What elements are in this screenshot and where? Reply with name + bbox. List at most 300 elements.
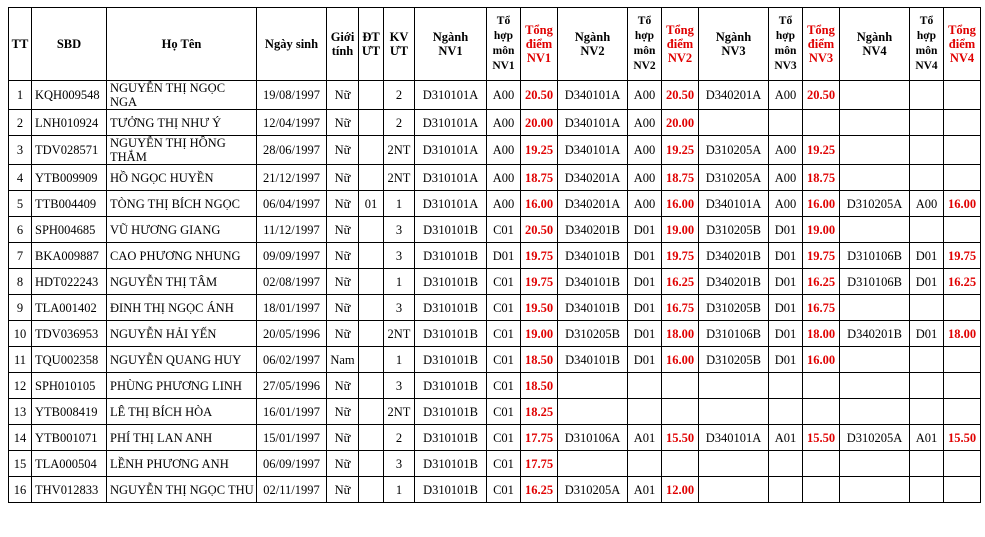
cell-to-hop-nv2 — [628, 373, 662, 399]
cell-tong-diem-nv4 — [944, 295, 981, 321]
cell-ho-ten: NGUYỄN QUANG HUY — [107, 347, 257, 373]
cell-tong-diem-nv3: 16.75 — [803, 295, 840, 321]
cell-ngay-sinh: 12/04/1997 — [257, 110, 327, 136]
cell-tong-diem-nv4: 19.75 — [944, 243, 981, 269]
cell-sbd: YTB001071 — [32, 425, 107, 451]
cell-nganh-nv1: D310101B — [415, 295, 487, 321]
cell-sbd: TDV036953 — [32, 321, 107, 347]
cell-dt-ut — [359, 451, 384, 477]
column-header-tong-diem-nv3 — [803, 8, 840, 81]
cell-tt: 12 — [9, 373, 32, 399]
cell-ngay-sinh: 06/02/1997 — [257, 347, 327, 373]
table-row — [9, 81, 981, 110]
cell-tong-diem-nv2: 16.00 — [662, 347, 699, 373]
cell-to-hop-nv4 — [910, 136, 944, 165]
cell-nganh-nv1: D310101A — [415, 110, 487, 136]
cell-tt: 10 — [9, 321, 32, 347]
cell-to-hop-nv4: D01 — [910, 269, 944, 295]
column-header-line: SBD — [56, 37, 82, 51]
cell-nganh-nv3: D310205A — [699, 165, 769, 191]
cell-sbd: BKA009887 — [32, 243, 107, 269]
cell-tong-diem-nv3 — [803, 373, 840, 399]
cell-ngay-sinh: 09/09/1997 — [257, 243, 327, 269]
cell-tong-diem-nv4 — [944, 217, 981, 243]
column-header-line: Tổng — [807, 23, 835, 37]
cell-nganh-nv4 — [840, 165, 910, 191]
cell-tong-diem-nv4 — [944, 399, 981, 425]
cell-to-hop-nv2 — [628, 451, 662, 477]
column-header-sbd — [32, 8, 107, 81]
cell-dt-ut — [359, 217, 384, 243]
column-header-to-hop-nv3 — [769, 8, 803, 81]
cell-nganh-nv1: D310101A — [415, 165, 487, 191]
cell-ho-ten: CAO PHƯƠNG NHUNG — [107, 243, 257, 269]
cell-to-hop-nv4 — [910, 295, 944, 321]
cell-nganh-nv2: D340201B — [558, 217, 628, 243]
cell-to-hop-nv1: C01 — [487, 477, 521, 503]
column-header-line: hợp — [493, 30, 514, 42]
cell-nganh-nv3: D310205B — [699, 347, 769, 373]
cell-nganh-nv2: D340101B — [558, 243, 628, 269]
cell-tong-diem-nv3: 19.00 — [803, 217, 840, 243]
cell-tong-diem-nv1: 18.75 — [521, 165, 558, 191]
cell-to-hop-nv3 — [769, 110, 803, 136]
cell-kv-ut: 3 — [384, 217, 415, 243]
cell-to-hop-nv1: D01 — [487, 243, 521, 269]
cell-kv-ut: 1 — [384, 347, 415, 373]
cell-to-hop-nv3: D01 — [769, 321, 803, 347]
column-header-line: môn — [633, 45, 656, 57]
cell-tong-diem-nv2: 18.75 — [662, 165, 699, 191]
cell-nganh-nv4 — [840, 347, 910, 373]
cell-ngay-sinh: 21/12/1997 — [257, 165, 327, 191]
table-row — [9, 477, 981, 503]
cell-gioi-tinh: Nữ — [327, 321, 359, 347]
cell-tong-diem-nv4 — [944, 110, 981, 136]
cell-ho-ten: PHÍ THỊ LAN ANH — [107, 425, 257, 451]
column-header-to-hop-nv4 — [910, 8, 944, 81]
column-header-line: môn — [492, 45, 515, 57]
cell-tt: 6 — [9, 217, 32, 243]
cell-ngay-sinh: 20/05/1996 — [257, 321, 327, 347]
cell-tong-diem-nv1: 19.25 — [521, 136, 558, 165]
cell-nganh-nv3: D340201B — [699, 243, 769, 269]
cell-gioi-tinh: Nữ — [327, 373, 359, 399]
cell-kv-ut: 1 — [384, 269, 415, 295]
cell-sbd: TTB004409 — [32, 191, 107, 217]
cell-sbd: TDV028571 — [32, 136, 107, 165]
cell-nganh-nv1: D310101A — [415, 191, 487, 217]
cell-gioi-tinh: Nữ — [327, 136, 359, 165]
column-header-line: NV1 — [492, 60, 515, 72]
cell-tong-diem-nv2: 20.00 — [662, 110, 699, 136]
cell-kv-ut: 3 — [384, 243, 415, 269]
cell-kv-ut: 1 — [384, 191, 415, 217]
cell-tong-diem-nv2: 16.75 — [662, 295, 699, 321]
cell-to-hop-nv2: D01 — [628, 217, 662, 243]
cell-to-hop-nv3: D01 — [769, 243, 803, 269]
cell-ngay-sinh: 06/04/1997 — [257, 191, 327, 217]
cell-tong-diem-nv1: 20.50 — [521, 81, 558, 110]
cell-nganh-nv4 — [840, 477, 910, 503]
cell-tong-diem-nv3: 19.75 — [803, 243, 840, 269]
table-body — [9, 81, 981, 503]
column-header-kv-ut — [384, 8, 415, 81]
column-header-dt-ut — [359, 8, 384, 81]
cell-gioi-tinh: Nữ — [327, 110, 359, 136]
column-header-nganh-nv2 — [558, 8, 628, 81]
cell-sbd: YTB009909 — [32, 165, 107, 191]
cell-nganh-nv3: D310106B — [699, 321, 769, 347]
column-header-line: NV2 — [580, 44, 605, 58]
cell-to-hop-nv2: A00 — [628, 165, 662, 191]
cell-tong-diem-nv2: 19.75 — [662, 243, 699, 269]
cell-ho-ten: NGUYỄN THỊ HỒNG THẮM — [107, 136, 257, 165]
cell-dt-ut — [359, 243, 384, 269]
cell-tt: 14 — [9, 425, 32, 451]
cell-to-hop-nv4 — [910, 451, 944, 477]
table-header-row — [9, 8, 981, 81]
column-header-line: môn — [774, 45, 797, 57]
column-header-line: Ngành — [715, 30, 752, 44]
cell-to-hop-nv4 — [910, 373, 944, 399]
cell-ho-ten: PHÙNG PHƯƠNG LINH — [107, 373, 257, 399]
cell-sbd: LNH010924 — [32, 110, 107, 136]
cell-tong-diem-nv3 — [803, 477, 840, 503]
column-header-line: Giới — [330, 30, 355, 44]
cell-nganh-nv3 — [699, 477, 769, 503]
cell-tong-diem-nv2: 16.25 — [662, 269, 699, 295]
cell-sbd: TQU002358 — [32, 347, 107, 373]
cell-tong-diem-nv2: 15.50 — [662, 425, 699, 451]
table-row — [9, 191, 981, 217]
cell-nganh-nv1: D310101B — [415, 477, 487, 503]
cell-nganh-nv1: D310101B — [415, 347, 487, 373]
cell-tong-diem-nv4: 16.25 — [944, 269, 981, 295]
column-header-line: Tổng — [525, 23, 553, 37]
cell-to-hop-nv1: C01 — [487, 451, 521, 477]
cell-tong-diem-nv2: 20.50 — [662, 81, 699, 110]
cell-nganh-nv4 — [840, 295, 910, 321]
column-header-line: môn — [915, 45, 938, 57]
cell-tong-diem-nv1: 16.00 — [521, 191, 558, 217]
cell-to-hop-nv3: A00 — [769, 136, 803, 165]
column-header-line: ĐT — [362, 30, 380, 44]
cell-tong-diem-nv1: 19.00 — [521, 321, 558, 347]
cell-ho-ten: NGUYỄN THỊ TÂM — [107, 269, 257, 295]
column-header-line: NV2 — [633, 60, 656, 72]
cell-nganh-nv4 — [840, 373, 910, 399]
cell-nganh-nv2: D340101B — [558, 347, 628, 373]
cell-gioi-tinh: Nữ — [327, 399, 359, 425]
column-header-tong-diem-nv4 — [944, 8, 981, 81]
cell-tong-diem-nv3: 18.75 — [803, 165, 840, 191]
cell-to-hop-nv1: C01 — [487, 269, 521, 295]
cell-ho-ten: HỒ NGỌC HUYỀN — [107, 165, 257, 191]
column-header-line: NV1 — [438, 44, 463, 58]
cell-nganh-nv3: D340201A — [699, 81, 769, 110]
column-header-line: hợp — [775, 30, 796, 42]
cell-kv-ut: 2NT — [384, 136, 415, 165]
column-header-to-hop-nv2 — [628, 8, 662, 81]
cell-sbd: YTB008419 — [32, 399, 107, 425]
cell-sbd: HDT022243 — [32, 269, 107, 295]
table-row — [9, 321, 981, 347]
cell-nganh-nv2: D340101B — [558, 295, 628, 321]
cell-to-hop-nv4 — [910, 217, 944, 243]
cell-nganh-nv4: D340201B — [840, 321, 910, 347]
cell-nganh-nv3 — [699, 451, 769, 477]
cell-ngay-sinh: 19/08/1997 — [257, 81, 327, 110]
cell-kv-ut: 2NT — [384, 321, 415, 347]
cell-to-hop-nv1: A00 — [487, 110, 521, 136]
cell-tt: 13 — [9, 399, 32, 425]
column-header-line: điểm — [807, 37, 835, 51]
cell-to-hop-nv4 — [910, 347, 944, 373]
cell-ngay-sinh: 02/08/1997 — [257, 269, 327, 295]
cell-nganh-nv1: D310101B — [415, 425, 487, 451]
cell-to-hop-nv1: C01 — [487, 347, 521, 373]
column-header-nganh-nv3 — [699, 8, 769, 81]
cell-to-hop-nv4 — [910, 477, 944, 503]
cell-tong-diem-nv4: 15.50 — [944, 425, 981, 451]
cell-to-hop-nv2: A00 — [628, 191, 662, 217]
cell-tt: 3 — [9, 136, 32, 165]
cell-nganh-nv2: D340101A — [558, 136, 628, 165]
column-header-line: Ngành — [432, 30, 469, 44]
cell-to-hop-nv2: A01 — [628, 425, 662, 451]
cell-nganh-nv4 — [840, 217, 910, 243]
cell-sbd: TLA000504 — [32, 451, 107, 477]
cell-to-hop-nv1: C01 — [487, 321, 521, 347]
cell-to-hop-nv2: D01 — [628, 295, 662, 321]
cell-kv-ut: 3 — [384, 295, 415, 321]
cell-gioi-tinh: Nữ — [327, 191, 359, 217]
cell-ngay-sinh: 11/12/1997 — [257, 217, 327, 243]
cell-tong-diem-nv1: 20.00 — [521, 110, 558, 136]
cell-tong-diem-nv4 — [944, 451, 981, 477]
cell-nganh-nv2: D340101B — [558, 269, 628, 295]
cell-gioi-tinh: Nam — [327, 347, 359, 373]
cell-tong-diem-nv1: 16.25 — [521, 477, 558, 503]
cell-nganh-nv4: D310205A — [840, 191, 910, 217]
cell-tong-diem-nv4: 16.00 — [944, 191, 981, 217]
cell-tt: 2 — [9, 110, 32, 136]
cell-nganh-nv3: D340101A — [699, 191, 769, 217]
cell-tong-diem-nv3: 20.50 — [803, 81, 840, 110]
cell-nganh-nv3: D310205B — [699, 295, 769, 321]
cell-to-hop-nv2: D01 — [628, 269, 662, 295]
cell-tong-diem-nv1: 18.50 — [521, 373, 558, 399]
cell-tt: 5 — [9, 191, 32, 217]
cell-tong-diem-nv1: 17.75 — [521, 451, 558, 477]
column-header-gioi-tinh — [327, 8, 359, 81]
column-header-line: NV4 — [915, 60, 938, 72]
cell-tt: 7 — [9, 243, 32, 269]
cell-to-hop-nv1: A00 — [487, 165, 521, 191]
column-header-line: Tổng — [666, 23, 694, 37]
column-header-line: NV4 — [862, 44, 887, 58]
cell-tong-diem-nv4 — [944, 136, 981, 165]
cell-to-hop-nv2: A00 — [628, 110, 662, 136]
column-header-line: KV — [389, 30, 409, 44]
cell-to-hop-nv4: D01 — [910, 243, 944, 269]
cell-tong-diem-nv4 — [944, 165, 981, 191]
column-header-line: Ngày sinh — [264, 37, 319, 51]
cell-to-hop-nv2: D01 — [628, 321, 662, 347]
column-header-line: Tổ — [919, 15, 934, 27]
cell-tong-diem-nv2: 12.00 — [662, 477, 699, 503]
cell-to-hop-nv4 — [910, 165, 944, 191]
cell-tt: 9 — [9, 295, 32, 321]
cell-to-hop-nv2: A00 — [628, 81, 662, 110]
cell-to-hop-nv3: A00 — [769, 81, 803, 110]
column-header-to-hop-nv1 — [487, 8, 521, 81]
cell-sbd: SPH010105 — [32, 373, 107, 399]
cell-nganh-nv2: D310205A — [558, 477, 628, 503]
cell-to-hop-nv3 — [769, 451, 803, 477]
cell-to-hop-nv2 — [628, 399, 662, 425]
cell-tong-diem-nv3: 16.25 — [803, 269, 840, 295]
cell-nganh-nv2: D340201A — [558, 165, 628, 191]
column-header-tong-diem-nv1 — [521, 8, 558, 81]
cell-nganh-nv3 — [699, 110, 769, 136]
cell-to-hop-nv4: A01 — [910, 425, 944, 451]
cell-gioi-tinh: Nữ — [327, 477, 359, 503]
cell-nganh-nv3 — [699, 373, 769, 399]
cell-nganh-nv3: D340201B — [699, 269, 769, 295]
cell-gioi-tinh: Nữ — [327, 269, 359, 295]
cell-tt: 16 — [9, 477, 32, 503]
cell-to-hop-nv3 — [769, 399, 803, 425]
cell-tong-diem-nv3 — [803, 451, 840, 477]
cell-to-hop-nv1: A00 — [487, 81, 521, 110]
table-row — [9, 347, 981, 373]
cell-to-hop-nv4 — [910, 110, 944, 136]
cell-nganh-nv1: D310101B — [415, 269, 487, 295]
column-header-line: NV3 — [774, 60, 797, 72]
cell-tong-diem-nv2 — [662, 399, 699, 425]
cell-kv-ut: 2NT — [384, 399, 415, 425]
table-row — [9, 295, 981, 321]
cell-gioi-tinh: Nữ — [327, 425, 359, 451]
table-row — [9, 243, 981, 269]
cell-kv-ut: 2 — [384, 110, 415, 136]
column-header-line: hợp — [916, 30, 937, 42]
cell-dt-ut — [359, 321, 384, 347]
cell-to-hop-nv1: C01 — [487, 295, 521, 321]
cell-nganh-nv1: D310101B — [415, 373, 487, 399]
column-header-line: hợp — [634, 30, 655, 42]
cell-to-hop-nv2: A01 — [628, 477, 662, 503]
cell-to-hop-nv1: A00 — [487, 136, 521, 165]
cell-to-hop-nv1: C01 — [487, 373, 521, 399]
cell-nganh-nv2 — [558, 399, 628, 425]
cell-sbd: THV012833 — [32, 477, 107, 503]
cell-nganh-nv1: D310101B — [415, 399, 487, 425]
cell-tong-diem-nv4 — [944, 347, 981, 373]
table-row — [9, 136, 981, 165]
cell-nganh-nv2: D310106A — [558, 425, 628, 451]
cell-gioi-tinh: Nữ — [327, 295, 359, 321]
cell-tong-diem-nv3: 16.00 — [803, 347, 840, 373]
column-header-line: Họ Tên — [161, 37, 202, 51]
cell-tong-diem-nv2: 19.25 — [662, 136, 699, 165]
cell-to-hop-nv2: A00 — [628, 136, 662, 165]
cell-ngay-sinh: 15/01/1997 — [257, 425, 327, 451]
cell-to-hop-nv3: A00 — [769, 191, 803, 217]
cell-nganh-nv3: D340101A — [699, 425, 769, 451]
cell-dt-ut — [359, 399, 384, 425]
cell-dt-ut — [359, 477, 384, 503]
cell-gioi-tinh: Nữ — [327, 81, 359, 110]
cell-tong-diem-nv1: 18.50 — [521, 347, 558, 373]
cell-kv-ut: 3 — [384, 373, 415, 399]
cell-to-hop-nv3: D01 — [769, 217, 803, 243]
cell-nganh-nv3: D310205B — [699, 217, 769, 243]
cell-tong-diem-nv4 — [944, 81, 981, 110]
cell-to-hop-nv3: D01 — [769, 295, 803, 321]
cell-to-hop-nv2: D01 — [628, 243, 662, 269]
cell-tong-diem-nv2: 19.00 — [662, 217, 699, 243]
cell-to-hop-nv3: A01 — [769, 425, 803, 451]
cell-ngay-sinh: 16/01/1997 — [257, 399, 327, 425]
column-header-line: điểm — [525, 37, 553, 51]
cell-nganh-nv2: D310205B — [558, 321, 628, 347]
column-header-line: tính — [331, 44, 354, 58]
cell-tt: 8 — [9, 269, 32, 295]
cell-nganh-nv4: D310106B — [840, 243, 910, 269]
cell-to-hop-nv3 — [769, 373, 803, 399]
cell-ngay-sinh: 28/06/1997 — [257, 136, 327, 165]
cell-dt-ut: 01 — [359, 191, 384, 217]
cell-nganh-nv1: D310101A — [415, 136, 487, 165]
cell-tong-diem-nv4: 18.00 — [944, 321, 981, 347]
cell-ngay-sinh: 06/09/1997 — [257, 451, 327, 477]
cell-dt-ut — [359, 81, 384, 110]
column-header-line: Ngành — [574, 30, 611, 44]
cell-ho-ten: TƯỞNG THỊ NHƯ Ý — [107, 110, 257, 136]
cell-kv-ut: 2NT — [384, 165, 415, 191]
cell-ngay-sinh: 18/01/1997 — [257, 295, 327, 321]
cell-gioi-tinh: Nữ — [327, 165, 359, 191]
column-header-line: ƯT — [361, 44, 381, 58]
cell-nganh-nv2: D340101A — [558, 81, 628, 110]
cell-ho-ten: NGUYỄN THỊ NGỌC NGA — [107, 81, 257, 110]
cell-tong-diem-nv3 — [803, 110, 840, 136]
cell-kv-ut: 2 — [384, 81, 415, 110]
cell-nganh-nv2 — [558, 373, 628, 399]
cell-tong-diem-nv4 — [944, 477, 981, 503]
column-header-tt — [9, 8, 32, 81]
cell-to-hop-nv4 — [910, 399, 944, 425]
cell-kv-ut: 3 — [384, 451, 415, 477]
cell-sbd: TLA001402 — [32, 295, 107, 321]
table-row — [9, 451, 981, 477]
cell-to-hop-nv1: C01 — [487, 217, 521, 243]
table-row — [9, 399, 981, 425]
cell-dt-ut — [359, 136, 384, 165]
cell-dt-ut — [359, 110, 384, 136]
cell-tong-diem-nv1: 19.75 — [521, 243, 558, 269]
column-header-line: điểm — [948, 37, 976, 51]
cell-tong-diem-nv2 — [662, 451, 699, 477]
cell-tong-diem-nv1: 18.25 — [521, 399, 558, 425]
table-row — [9, 373, 981, 399]
cell-to-hop-nv3: A00 — [769, 165, 803, 191]
cell-tt: 15 — [9, 451, 32, 477]
cell-tong-diem-nv1: 20.50 — [521, 217, 558, 243]
